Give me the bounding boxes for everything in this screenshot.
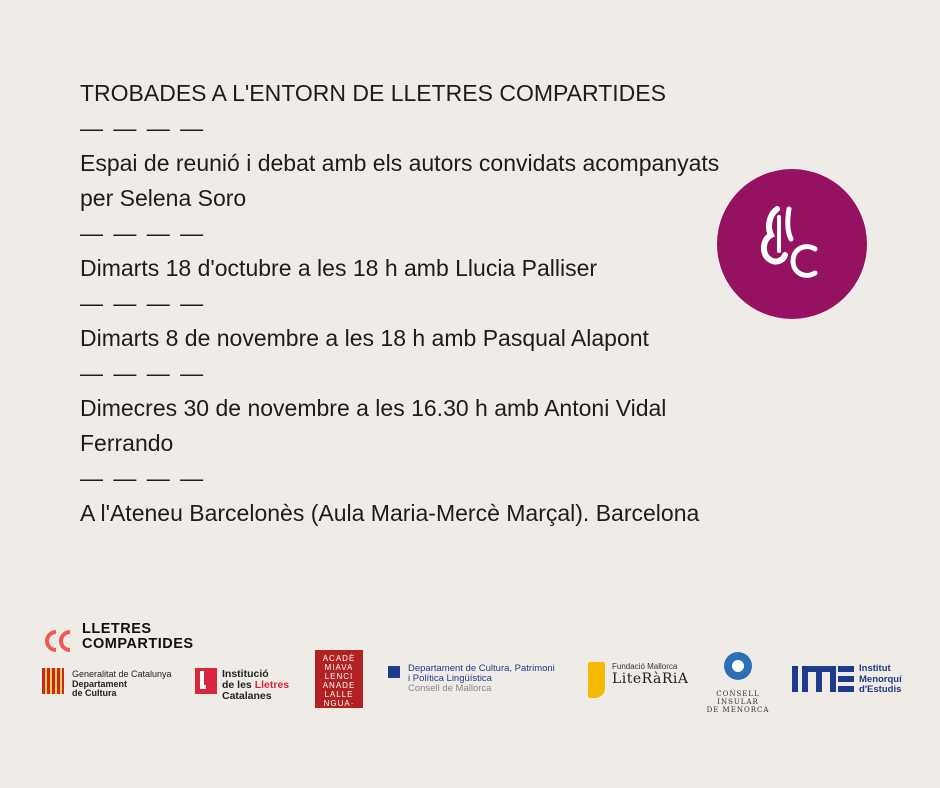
square-mark-icon <box>388 666 400 678</box>
avl-logo <box>315 650 363 708</box>
avl-l6: NGUA· <box>323 699 355 708</box>
dcm-text <box>408 664 555 694</box>
iec-line-2b: Lletres <box>254 679 290 691</box>
ime-line-3: d'Estudis <box>859 684 902 695</box>
ime-line-1: Institut <box>859 663 891 674</box>
intro-line-1: Espai de reunió i debat amb els autors convidats acompanyats <box>80 150 720 176</box>
dcm-line-2: i Política Lingüística <box>408 673 492 684</box>
intro-line-2: per Selena Soro <box>80 185 247 211</box>
iec-line-3: Catalanes <box>222 690 272 702</box>
seal-icon <box>724 652 752 680</box>
session-2: Dimarts 8 de novembre a les 18 h amb Pasqual Alapont <box>80 325 649 351</box>
lc-line-2: COMPARTIDES <box>82 636 194 652</box>
comma-mark-icon <box>588 662 605 698</box>
dcm-line-3: Consell de Mallorca <box>408 683 492 694</box>
avl-l1: ACADÈ <box>322 654 356 663</box>
senyera-icon <box>42 668 64 694</box>
venue: A l'Ateneu Barcelonès (Aula Maria-Mercè Marçal). Barcelona <box>80 500 700 526</box>
consell-menorca-logo <box>696 652 780 712</box>
event-text <box>80 76 800 531</box>
gen-line-1: Generalitat de Catalunya <box>72 669 172 679</box>
avl-l5: LALLE <box>324 690 354 699</box>
flm-line-1: Fundació Mallorca <box>612 662 678 671</box>
event-title: TROBADES A L'ENTORN DE LLETRES COMPARTIDES <box>80 80 666 106</box>
separator: — — — — <box>80 360 206 386</box>
iec-line-2a: de les <box>222 679 255 691</box>
cim-text <box>696 690 780 714</box>
gen-line-3: de Cultura <box>72 688 117 698</box>
avl-l3: LENCI <box>324 672 354 681</box>
session-1: Dimarts 18 d'octubre a les 18 h amb Llucia Palliser <box>80 255 598 281</box>
dcm-line-1: Departament de Cultura, Patrimoni <box>408 663 555 674</box>
ime-text <box>859 664 902 696</box>
avl-l4: ANADE <box>322 681 356 690</box>
iec-text <box>222 669 289 702</box>
iec-line-1: Institució <box>222 668 269 680</box>
lc-line-1: LLETRES <box>82 621 152 637</box>
separator: — — — — <box>80 465 206 491</box>
gen-line-2: Departament <box>72 678 128 689</box>
session-3-line-2: Ferrando <box>80 430 174 456</box>
flm-line-2: LiteRàRiA <box>612 671 689 687</box>
lletres-compartides-monogram-icon <box>717 169 867 319</box>
double-c-icon <box>42 628 76 654</box>
avl-l2: MIAVA <box>324 663 354 672</box>
session-3-line-1: Dimecres 30 de novembre a les 16.30 h amb Antoni Vidal <box>80 395 667 421</box>
sponsor-logos <box>0 610 940 720</box>
cim-line-2: DE MENORCA <box>706 706 770 714</box>
separator: — — — — <box>80 290 206 316</box>
lc-wordmark <box>82 622 194 652</box>
ime-line-2: Menorquí <box>859 673 902 685</box>
cim-line-1: CONSELL INSULAR <box>716 690 760 706</box>
separator: — — — — <box>80 220 206 246</box>
separator: — — — — <box>80 115 206 141</box>
letter-l-icon <box>195 668 217 694</box>
ime-letters-icon <box>792 664 854 694</box>
generalitat-text <box>72 670 172 699</box>
